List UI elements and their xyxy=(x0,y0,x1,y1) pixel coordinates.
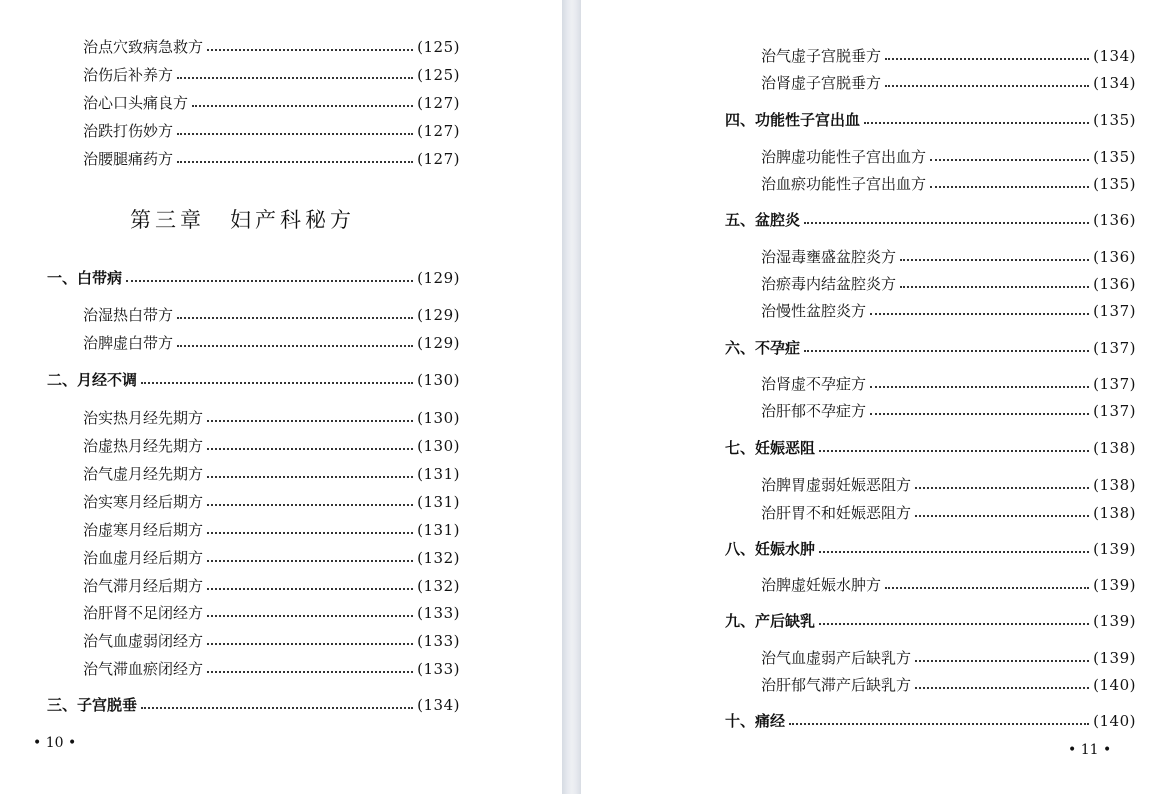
toc-entry xyxy=(83,120,460,142)
toc-section xyxy=(725,337,1136,359)
toc-entry xyxy=(83,547,460,569)
toc-page-number: (130) xyxy=(417,371,460,389)
toc-label: 治跌打伤妙方 xyxy=(83,122,174,140)
dot-leader xyxy=(177,161,413,163)
dot-leader xyxy=(804,222,1089,224)
toc-label: 治肾虚子宫脱垂方 xyxy=(761,74,882,92)
toc-label: 四、功能性子宫出血 xyxy=(725,111,861,129)
chapter-title: 第三章 妇产科秘方 xyxy=(130,208,355,232)
toc-page-number: (138) xyxy=(1093,439,1136,457)
toc-label: 治腰腿痛药方 xyxy=(83,150,174,168)
toc-page-number: (130) xyxy=(417,437,460,455)
toc-entry xyxy=(761,246,1136,268)
toc-label: 治血瘀功能性子宫出血方 xyxy=(761,175,927,193)
dot-leader xyxy=(207,671,413,673)
dot-leader xyxy=(207,504,413,506)
toc-label: 治血虚月经后期方 xyxy=(83,549,204,567)
toc-label: 一、白带病 xyxy=(47,269,123,287)
toc-page-number: (131) xyxy=(417,465,460,483)
toc-entry xyxy=(83,92,460,114)
toc-label: 治肝胃不和妊娠恶阻方 xyxy=(761,504,912,522)
toc-entry xyxy=(83,304,460,326)
toc-label: 七、妊娠恶阻 xyxy=(725,439,816,457)
toc-page-number: (129) xyxy=(417,269,460,287)
toc-section xyxy=(725,209,1136,231)
dot-leader xyxy=(207,448,413,450)
toc-label: 治湿毒壅盛盆腔炎方 xyxy=(761,248,897,266)
dot-leader xyxy=(900,259,1089,261)
toc-page-number: (137) xyxy=(1093,375,1136,393)
toc-entry xyxy=(83,36,460,58)
toc-label: 治慢性盆腔炎方 xyxy=(761,302,867,320)
toc-label: 治虚热月经先期方 xyxy=(83,437,204,455)
toc-section xyxy=(47,369,460,391)
dot-leader xyxy=(207,588,413,590)
dot-leader xyxy=(126,280,413,282)
toc-label: 治肾虚不孕症方 xyxy=(761,375,867,393)
toc-page-number: (127) xyxy=(417,150,460,168)
toc-entry xyxy=(83,575,460,597)
toc-section xyxy=(725,610,1136,632)
toc-page-number: (135) xyxy=(1093,111,1136,129)
toc-section xyxy=(725,109,1136,131)
toc-label: 治气血虚弱产后缺乳方 xyxy=(761,649,912,667)
right-page-number: • 11 • xyxy=(1068,742,1112,758)
toc-page-number: (137) xyxy=(1093,339,1136,357)
toc-page-number: (137) xyxy=(1093,302,1136,320)
toc-page-number: (138) xyxy=(1093,476,1136,494)
toc-entry xyxy=(761,474,1136,496)
toc-page-number: (135) xyxy=(1093,175,1136,193)
toc-label: 治心口头痛良方 xyxy=(83,94,189,112)
toc-page-number: (140) xyxy=(1093,712,1136,730)
toc-page-number: (134) xyxy=(1093,47,1136,65)
toc-label: 治实热月经先期方 xyxy=(83,409,204,427)
toc-page-number: (136) xyxy=(1093,248,1136,266)
toc-label: 六、不孕症 xyxy=(725,339,801,357)
toc-page-number: (131) xyxy=(417,521,460,539)
toc-section xyxy=(725,538,1136,560)
toc-entry xyxy=(761,273,1136,295)
toc-page-number: (131) xyxy=(417,493,460,511)
toc-entry xyxy=(83,64,460,86)
dot-leader xyxy=(804,350,1089,352)
toc-label: 治脾胃虚弱妊娠恶阻方 xyxy=(761,476,912,494)
dot-leader xyxy=(192,105,413,107)
toc-page-number: (139) xyxy=(1093,540,1136,558)
dot-leader xyxy=(789,723,1089,725)
toc-entry xyxy=(761,45,1136,67)
toc-entry xyxy=(761,647,1136,669)
toc-page-number: (125) xyxy=(417,66,460,84)
toc-label: 治气滞血瘀闭经方 xyxy=(83,660,204,678)
toc-entry xyxy=(83,602,460,624)
dot-leader xyxy=(870,313,1089,315)
dot-leader xyxy=(177,345,413,347)
dot-leader xyxy=(819,623,1089,625)
dot-leader xyxy=(819,551,1089,553)
toc-label: 十、痛经 xyxy=(725,712,786,730)
toc-page-number: (127) xyxy=(417,122,460,140)
toc-entry xyxy=(761,674,1136,696)
dot-leader xyxy=(207,476,413,478)
toc-entry xyxy=(83,407,460,429)
toc-entry xyxy=(83,630,460,652)
toc-entry xyxy=(83,148,460,170)
toc-entry xyxy=(761,373,1136,395)
toc-label: 治湿热白带方 xyxy=(83,306,174,324)
toc-page-number: (132) xyxy=(417,577,460,595)
dot-leader xyxy=(870,413,1089,415)
dot-leader xyxy=(915,660,1089,662)
toc-label: 治气血虚弱闭经方 xyxy=(83,632,204,650)
dot-leader xyxy=(900,286,1089,288)
toc-entry xyxy=(761,400,1136,422)
toc-label: 五、盆腔炎 xyxy=(725,211,801,229)
toc-page-number: (135) xyxy=(1093,148,1136,166)
toc-entry xyxy=(83,332,460,354)
toc-section xyxy=(47,694,460,716)
toc-label: 治气虚月经先期方 xyxy=(83,465,204,483)
toc-entry xyxy=(83,435,460,457)
dot-leader xyxy=(207,49,413,51)
toc-label: 治脾虚白带方 xyxy=(83,334,174,352)
toc-entry xyxy=(83,658,460,680)
toc-entry xyxy=(761,146,1136,168)
toc-label: 治实寒月经后期方 xyxy=(83,493,204,511)
toc-entry xyxy=(83,463,460,485)
toc-page-number: (127) xyxy=(417,94,460,112)
toc-page-number: (129) xyxy=(417,334,460,352)
dot-leader xyxy=(141,707,413,709)
toc-label: 治肝郁不孕症方 xyxy=(761,402,867,420)
page-gutter xyxy=(562,0,581,794)
toc-label: 治肝郁气滞产后缺乳方 xyxy=(761,676,912,694)
toc-label: 九、产后缺乳 xyxy=(725,612,816,630)
toc-entry xyxy=(761,502,1136,524)
toc-label: 治虚寒月经后期方 xyxy=(83,521,204,539)
dot-leader xyxy=(819,450,1089,452)
toc-page-number: (134) xyxy=(1093,74,1136,92)
toc-page-number: (139) xyxy=(1093,649,1136,667)
toc-section xyxy=(725,710,1136,732)
toc-label: 治脾虚功能性子宫出血方 xyxy=(761,148,927,166)
toc-page-number: (133) xyxy=(417,632,460,650)
toc-page-number: (134) xyxy=(417,696,460,714)
dot-leader xyxy=(915,515,1089,517)
dot-leader xyxy=(207,532,413,534)
dot-leader xyxy=(177,133,413,135)
toc-section xyxy=(47,267,460,289)
toc-page-number: (133) xyxy=(417,660,460,678)
dot-leader xyxy=(207,560,413,562)
dot-leader xyxy=(141,382,413,384)
toc-page-number: (136) xyxy=(1093,211,1136,229)
toc-entry xyxy=(761,173,1136,195)
toc-page-number: (140) xyxy=(1093,676,1136,694)
toc-label: 治气滞月经后期方 xyxy=(83,577,204,595)
toc-entry xyxy=(761,72,1136,94)
toc-label: 治点穴致病急救方 xyxy=(83,38,204,56)
toc-label: 二、月经不调 xyxy=(47,371,138,389)
toc-entry xyxy=(83,519,460,541)
dot-leader xyxy=(870,386,1089,388)
dot-leader xyxy=(885,58,1089,60)
dot-leader xyxy=(915,487,1089,489)
toc-entry xyxy=(83,491,460,513)
toc-page-number: (138) xyxy=(1093,504,1136,522)
toc-entry xyxy=(761,574,1136,596)
toc-page-number: (130) xyxy=(417,409,460,427)
toc-page-number: (136) xyxy=(1093,275,1136,293)
toc-label: 治伤后补养方 xyxy=(83,66,174,84)
toc-page-number: (132) xyxy=(417,549,460,567)
toc-entry xyxy=(761,300,1136,322)
toc-section xyxy=(725,437,1136,459)
toc-label: 三、子宫脱垂 xyxy=(47,696,138,714)
dot-leader xyxy=(207,643,413,645)
toc-label: 八、妊娠水肿 xyxy=(725,540,816,558)
toc-page-number: (133) xyxy=(417,604,460,622)
right-page xyxy=(581,0,1174,794)
toc-label: 治肝肾不足闭经方 xyxy=(83,604,204,622)
toc-label: 治气虚子宫脱垂方 xyxy=(761,47,882,65)
dot-leader xyxy=(207,615,413,617)
toc-page-number: (139) xyxy=(1093,576,1136,594)
toc-label: 治脾虚妊娠水肿方 xyxy=(761,576,882,594)
dot-leader xyxy=(885,85,1089,87)
dot-leader xyxy=(864,122,1089,124)
toc-page-number: (139) xyxy=(1093,612,1136,630)
toc-page-number: (129) xyxy=(417,306,460,324)
left-page-number: • 10 • xyxy=(33,735,77,751)
dot-leader xyxy=(207,420,413,422)
dot-leader xyxy=(177,317,413,319)
toc-page-number: (125) xyxy=(417,38,460,56)
toc-page-number: (137) xyxy=(1093,402,1136,420)
dot-leader xyxy=(177,77,413,79)
left-page xyxy=(0,0,562,794)
dot-leader xyxy=(915,687,1089,689)
toc-label: 治瘀毒内结盆腔炎方 xyxy=(761,275,897,293)
dot-leader xyxy=(885,587,1089,589)
dot-leader xyxy=(930,159,1089,161)
dot-leader xyxy=(930,186,1089,188)
